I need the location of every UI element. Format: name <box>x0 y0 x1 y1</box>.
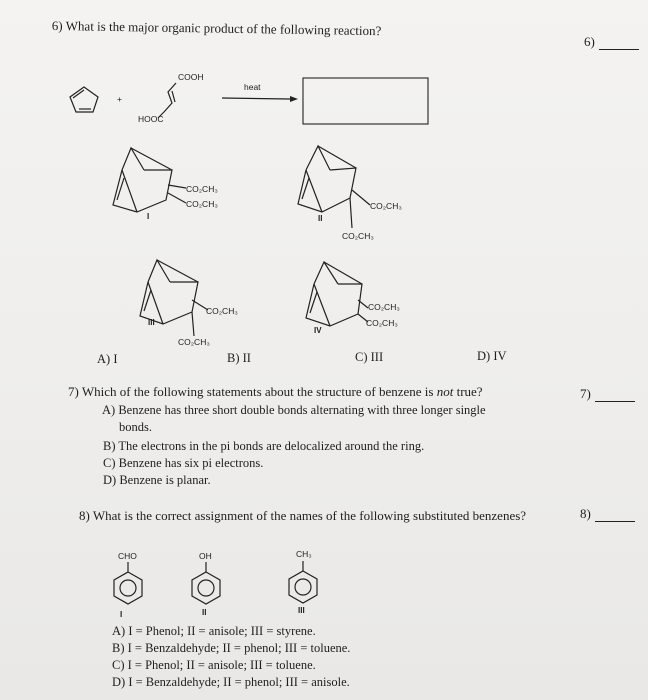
structure-II-sub2: CO₂CH₃ <box>342 231 374 241</box>
q8-option-c[interactable]: C) I = Phenol; II = anisole; III = toluene. <box>112 658 316 672</box>
q7-option-c[interactable]: C) Benzene has six pi electrons. <box>103 456 264 470</box>
benzene-II-group: OH <box>199 551 212 561</box>
benzene-I-group: CHO <box>118 551 137 561</box>
structure-IV-sub1: CO₂CH₃ <box>368 302 400 312</box>
structure-I-sub1: CO₂CH₃ <box>186 184 218 194</box>
cooh-label: COOH <box>178 72 204 82</box>
benzene-III-group: CH₃ <box>296 549 312 559</box>
benzene-II-label: II <box>202 608 207 617</box>
dicarboxylic-acid-structure <box>158 83 176 118</box>
benzene-III-label: III <box>298 606 305 615</box>
norbornene-structure-I <box>113 148 186 212</box>
q6-choice-a[interactable]: A) I <box>97 352 118 366</box>
question-7-text: 7) Which of the following statements about the structure of benzene is not true? <box>68 384 483 399</box>
question-7-number: 7) <box>580 386 635 402</box>
answer-blank-7[interactable] <box>595 389 635 402</box>
structure-III-sub1: CO₂CH₃ <box>206 306 238 316</box>
norbornene-structure-II <box>298 146 370 228</box>
norbornene-structure-IV <box>306 262 368 326</box>
structure-IV-label: IV <box>314 326 322 335</box>
cyclopentadiene-structure <box>70 87 98 112</box>
answer-blank-8[interactable] <box>595 509 635 522</box>
hooc-label: HOOC <box>138 114 164 124</box>
q8-option-b[interactable]: B) I = Benzaldehyde; II = phenol; III = toluene. <box>112 641 351 655</box>
structure-III-sub2: CO₂CH₃ <box>178 337 210 347</box>
structure-IV-sub2: CO₂CH₃ <box>366 318 398 328</box>
question-6-text: 6) What is the major organic product of the following reaction? <box>51 18 382 39</box>
q6-choice-d[interactable]: D) IV <box>477 349 507 363</box>
structure-II-label: II <box>318 214 323 223</box>
q7-option-d[interactable]: D) Benzene is planar. <box>103 473 211 487</box>
benzene-structure-I <box>114 562 142 604</box>
q8-option-d[interactable]: D) I = Benzaldehyde; II = phenol; III = anisole. <box>112 675 350 689</box>
question-8-number: 8) <box>580 506 635 522</box>
q6-choice-b[interactable]: B) II <box>227 351 251 365</box>
question-6-number: 6) <box>584 34 639 50</box>
benzene-structure-III <box>289 561 317 603</box>
q6-choice-c[interactable]: C) III <box>355 350 384 364</box>
benzene-structure-II <box>192 562 220 604</box>
q7-option-a-cont: bonds. <box>119 420 152 434</box>
q7-option-b[interactable]: B) The electrons in the pi bonds are delocalized around the ring. <box>103 439 425 453</box>
plus-sign: + <box>117 94 122 104</box>
structure-I-sub2: CO₂CH₃ <box>186 199 218 209</box>
reaction-arrow <box>222 96 298 102</box>
structure-III-label: III <box>148 318 155 327</box>
structure-II-sub1: CO₂CH₃ <box>370 201 402 211</box>
product-answer-box <box>303 78 428 124</box>
q7-option-a[interactable]: A) Benzene has three short double bonds alternating with three longer single <box>102 403 486 417</box>
heat-label: heat <box>244 82 261 92</box>
benzene-I-label: I <box>120 610 123 619</box>
structure-I-label: I <box>147 212 150 221</box>
q8-option-a[interactable]: A) I = Phenol; II = anisole; III = styrene. <box>112 624 316 638</box>
question-8-text: 8) What is the correct assignment of the names of the following substituted benzenes? <box>79 508 527 523</box>
